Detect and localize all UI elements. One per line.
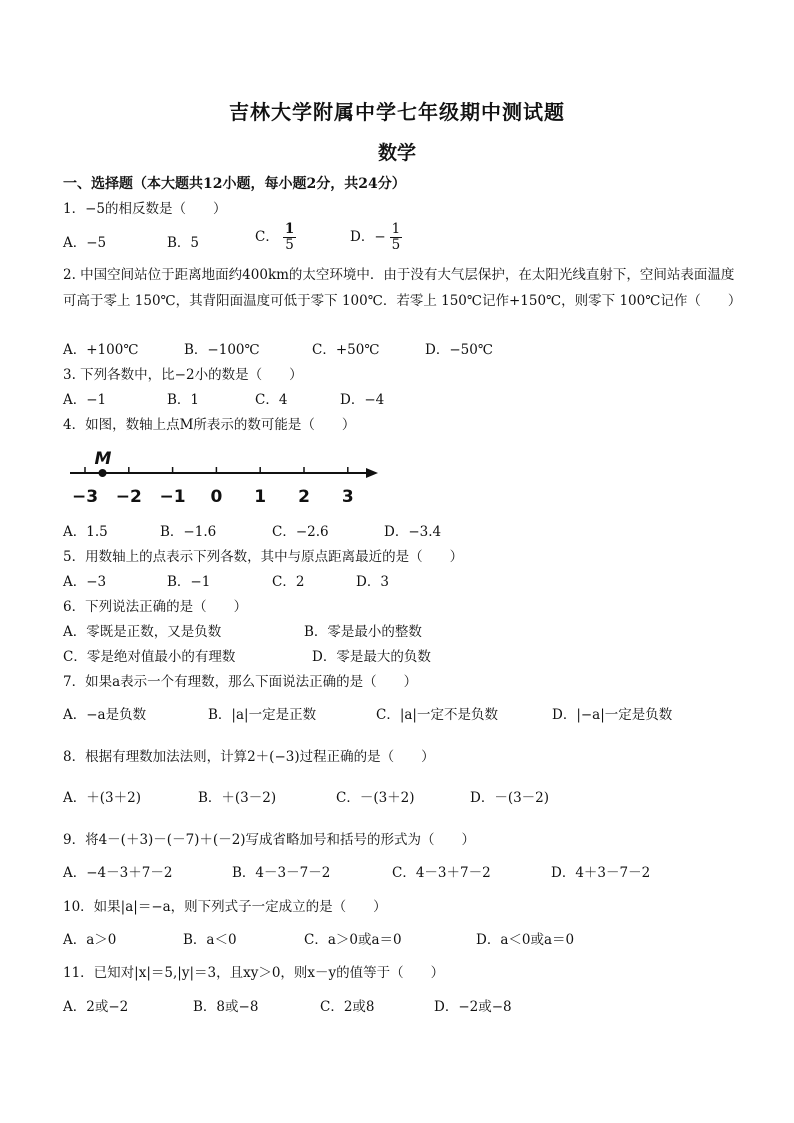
question-6-option-b: B．零是最小的整数 [304, 624, 422, 640]
section-heading: 一、选择题（本大题共12小题，每小题2分，共24分） [63, 176, 406, 192]
question-6-option-a: A．零既是正数，又是负数 [63, 624, 222, 640]
number-line-tick-label: −2 [115, 487, 142, 507]
question-5-option-d: D．3 [356, 574, 389, 590]
question-2-option-a: A．+100℃ [63, 342, 139, 358]
question-4-option-b: B．−1.6 [160, 524, 217, 540]
number-line-figure [62, 444, 392, 512]
question-10-option-a: A．a＞0 [63, 932, 117, 948]
question-11-option-a: A．2或−2 [63, 999, 129, 1015]
fraction-denominator: 5 [391, 237, 401, 253]
number-line-arrow [366, 468, 378, 478]
point-m-marker [99, 469, 107, 477]
question-1-option-c [255, 222, 296, 253]
number-line-labels [72, 487, 354, 507]
fraction-numerator: 1 [284, 221, 295, 237]
number-line-tick-label: −1 [159, 487, 186, 507]
question-7-option-c: C．|a|一定不是负数 [376, 707, 498, 723]
number-line-tick-label: 3 [341, 487, 354, 507]
question-7-option-b: B．|a|一定是正数 [208, 707, 317, 723]
question-11-option-c: C．2或8 [320, 999, 375, 1015]
question-9-option-d: D．4＋3－7－2 [551, 865, 651, 881]
subject-title: 数学 [377, 142, 416, 164]
question-6-option-d: D．零是最大的负数 [312, 649, 431, 665]
question-10-option-b: B．a＜0 [183, 932, 237, 948]
question-3-option-a: A．−1 [63, 392, 107, 408]
question-3-stem: 3. 下列各数中，比−2小的数是（ ） [63, 367, 303, 383]
question-4-option-d: D．−3.4 [384, 524, 442, 540]
question-11-option-b: B．8或−8 [193, 999, 259, 1015]
question-9-option-a: A．−4－3＋7－2 [63, 865, 173, 881]
number-line-tick-label: 0 [210, 487, 223, 507]
question-10-stem: 10．如果|a|＝−a，则下列式子一定成立的是（ ） [63, 899, 387, 915]
question-4-stem: 4．如图，数轴上点M所表示的数可能是（ ） [63, 417, 356, 433]
question-7-option-d: D．|−a|一定是负数 [552, 707, 673, 723]
question-10-option-c: C．a＞0或a＝0 [304, 932, 402, 948]
question-8-option-d: D．－(3－2) [470, 790, 550, 806]
question-2-option-b: B．−100℃ [184, 342, 260, 358]
question-6-stem: 6．下列说法正确的是（ ） [63, 599, 248, 615]
question-5-option-c: C．2 [272, 574, 305, 590]
question-11-option-d: D．−2或−8 [434, 999, 512, 1015]
fraction-numerator: 1 [391, 221, 401, 237]
question-2-option-c: C．+50℃ [312, 342, 380, 358]
question-5-option-b: B．−1 [167, 574, 211, 590]
question-9-stem: 9．将4－(＋3)－(－7)＋(－2)写成省略加号和括号的形式为（ ） [63, 832, 476, 848]
question-8-stem: 8．根据有理数加法法则，计算2＋(−3)过程正确的是（ ） [63, 749, 435, 765]
number-line-tick-label: −3 [71, 487, 99, 507]
question-1-stem: 1．−5的相反数是（ ） [63, 201, 227, 217]
question-1-option-a: A．−5 [63, 235, 107, 251]
point-m-label: M [94, 449, 112, 469]
option-label: C． [255, 229, 279, 245]
question-9-option-b: B．4－3－7－2 [232, 865, 331, 881]
question-10-option-d: D．a＜0或a＝0 [476, 932, 575, 948]
question-1-option-d [350, 222, 402, 253]
fraction-denominator: 5 [285, 237, 294, 253]
page-title: 吉林大学附属中学七年级期中测试题 [229, 100, 565, 124]
question-2-option-d: D．−50℃ [425, 342, 493, 358]
question-4-option-a: A．1.5 [63, 524, 108, 540]
question-6-option-c: C．零是绝对值最小的有理数 [63, 649, 236, 665]
question-11-stem: 11．已知对|x|＝5,|y|＝3，且xy＞0，则x－y的值等于（ ） [63, 965, 445, 981]
question-2-stem: 2. 中国空间站位于距离地面约400km的太空环境中．由于没有大气层保护，在太阳光线直射下，空间站表面温度可高于零上 150℃，其背阳面温度可低于零下 100℃．若零上 150℃记作+150℃，则零下 100℃记作（ ） [63, 267, 742, 309]
question-7-stem: 7．如果a表示一个有理数，那么下面说法正确的是（ ） [63, 674, 418, 690]
question-4-option-c: C．−2.6 [272, 524, 329, 540]
question-3-option-b: B．1 [167, 392, 200, 408]
question-9-option-c: C．4－3＋7－2 [392, 865, 491, 881]
question-5-option-a: A．−3 [63, 574, 107, 590]
number-line-tick-label: 1 [254, 487, 267, 507]
fraction [283, 222, 296, 253]
question-3-option-d: D．−4 [340, 392, 385, 408]
question-5-stem: 5．用数轴上的点表示下列各数，其中与原点距离最近的是（ ） [63, 549, 464, 565]
number-line-tick-label: 2 [298, 487, 310, 507]
option-label: D．− [350, 229, 386, 245]
question-1-option-b: B．5 [167, 235, 200, 251]
fraction [390, 222, 403, 253]
question-8-option-c: C．－(3＋2) [336, 790, 415, 806]
question-7-option-a: A．−a是负数 [63, 707, 147, 723]
question-8-option-a: A．＋(3＋2) [63, 790, 141, 806]
question-3-option-c: C．4 [255, 392, 288, 408]
question-8-option-b: B．＋(3－2) [198, 790, 277, 806]
